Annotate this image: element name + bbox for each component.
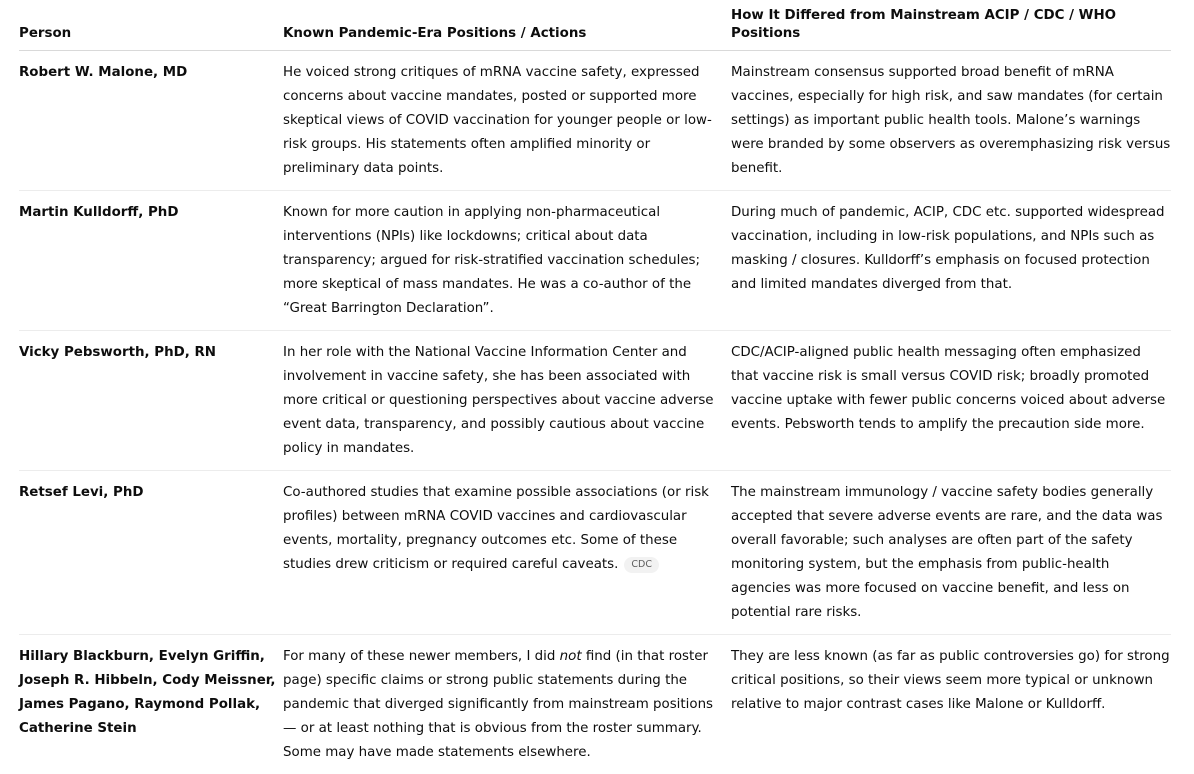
table-row: [19, 191, 1171, 331]
table-row: [19, 471, 1171, 635]
positions-text: Co-authored studies that examine possible associations (or risk profiles) between mRNA COVID vaccines and cardiovascular events, mortality, pregnancy outcomes etc. Some of these studies drew criticism or required careful caveats.: [283, 485, 709, 572]
person-cell: Retsef Levi, PhD: [19, 471, 283, 635]
table-row: [19, 51, 1171, 191]
header-person: Person: [19, 0, 283, 51]
person-cell: Hillary Blackburn, Evelyn Griffin, Joseph R. Hibbeln, Cody Meissner, James Pagano, Raymond Pollak, Catherine Stein: [19, 635, 283, 774]
table-row: [19, 331, 1171, 471]
person-cell: Robert W. Malone, MD: [19, 51, 283, 191]
positions-cell: In her role with the National Vaccine Information Center and involvement in vaccine safety, she has been associated with more critical or questioning perspectives about vaccine adverse event data, transparency, and possibly cautious about vaccine policy in mandates.: [283, 331, 731, 471]
person-cell: Martin Kulldorff, PhD: [19, 191, 283, 331]
header-positions: Known Pandemic-Era Positions / Actions: [283, 0, 731, 51]
emphasis-not: not: [560, 649, 582, 664]
positions-cell: He voiced strong critiques of mRNA vaccine safety, expressed concerns about vaccine mandates, posted or supported more skeptical views of COVID vaccination for younger people or low-risk groups. His statements often amplified minority or preliminary data points.: [283, 51, 731, 191]
positions-text-part: find (in that roster page) specific claims or strong public statements during the pandemic that diverged significantly from mainstream positions — or at least nothing that is obvious from the roster summary. Some may have made statements elsewhere.: [283, 649, 713, 760]
positions-cell: [283, 471, 731, 635]
header-difference: How It Differed from Mainstream ACIP / CDC / WHO Positions: [731, 0, 1171, 51]
difference-cell: The mainstream immunology / vaccine safety bodies generally accepted that severe adverse events are rare, and the data was overall favorable; such analyses are often part of the safety monitoring system, but the emphasis from public-health agencies was more focused on vaccine benefit, and less on potential rare risks.: [731, 471, 1171, 635]
table-header-row: [19, 0, 1171, 51]
difference-cell: CDC/ACIP-aligned public health messaging often emphasized that vaccine risk is small versus COVID risk; broadly promoted vaccine uptake with fewer public concerns voiced about adverse events. Pebsworth tends to amplify the precaution side more.: [731, 331, 1171, 471]
person-cell: Vicky Pebsworth, PhD, RN: [19, 331, 283, 471]
citation-badge[interactable]: CDC: [624, 557, 659, 573]
difference-cell: They are less known (as far as public controversies go) for strong critical positions, so their views seem more typical or unknown relative to major contrast cases like Malone or Kulldorff.: [731, 635, 1171, 774]
positions-cell: Known for more caution in applying non-pharmaceutical interventions (NPIs) like lockdowns; critical about data transparency; argued for risk-stratified vaccination schedules; more skeptical of mass mandates. He was a co-author of the “Great Barrington Declaration”.: [283, 191, 731, 331]
difference-cell: During much of pandemic, ACIP, CDC etc. supported widespread vaccination, including in low-risk populations, and NPIs such as masking / closures. Kulldorff’s emphasis on focused protection and limited mandates diverged from that.: [731, 191, 1171, 331]
comparison-table: [19, 0, 1171, 774]
positions-cell: [283, 635, 731, 774]
positions-text-part: For many of these newer members, I did: [283, 649, 560, 664]
table-row: [19, 635, 1171, 774]
difference-cell: Mainstream consensus supported broad benefit of mRNA vaccines, especially for high risk, and saw mandates (for certain settings) as important public health tools. Malone’s warnings were branded by some observers as overemphasizing risk versus benefit.: [731, 51, 1171, 191]
